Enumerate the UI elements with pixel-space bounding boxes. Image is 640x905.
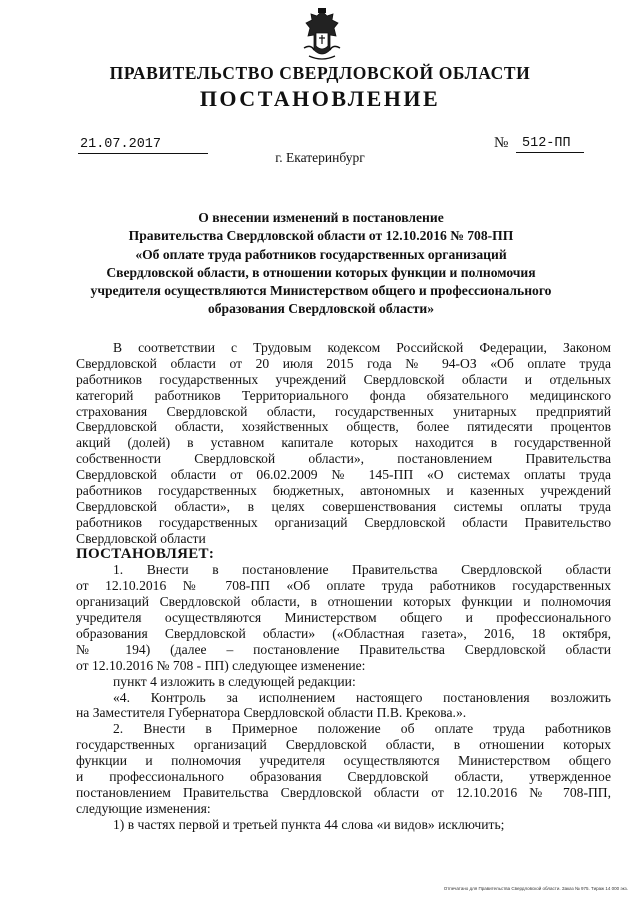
body-line: 1) в частях первой и третьей пункта 44 слова «и видов» исключить; xyxy=(113,816,505,832)
government-name: ПРАВИТЕЛЬСТВО СВЕРДЛОВСКОЙ ОБЛАСТИ xyxy=(109,63,531,83)
body-line: Свердловской области от 06.02.2009 № 145-ПП «О системах оплаты труда xyxy=(76,467,611,483)
body-line: пункт 4 изложить в следующей редакции: xyxy=(113,673,356,689)
body-line: акций (долей) в уставном капитале которых находится в государственной xyxy=(76,435,611,451)
number-sign: № xyxy=(494,135,509,151)
body-line: страхования Свердловской области, государственных унитарных предприятий xyxy=(76,403,611,419)
body-line: 1. Внести в постановление Правительства Свердловской области xyxy=(113,562,611,578)
body-line: работников государственных бюджетных, автономных и казенных учреждений xyxy=(76,483,611,499)
body-line: Свердловской области, хозяйственных обществ, более пятидесяти процентов xyxy=(76,419,611,435)
body-line: функции и полномочия учредителя осуществляются Министерством общего xyxy=(76,753,611,769)
body-line: от 12.10.2016 № 708-ПП «Об оплате труда работников государственных xyxy=(76,578,611,594)
body-line: и профессионального образования Свердловской области, утвержденное xyxy=(76,769,611,785)
body-line: государственных организаций Свердловской области, в отношении которых xyxy=(76,737,611,753)
title-line: Правительства Свердловской области от 12.10.2016 № 708-ПП xyxy=(128,228,514,244)
document-type-heading: ПОСТАНОВЛЕНИЕ xyxy=(199,86,441,111)
document-number: 512-ПП xyxy=(522,136,571,151)
title-line: учредителя осуществляются Министерством общего и профессионального xyxy=(90,283,552,299)
body-line: 2. Внести в Примерное положение об оплате труда работников xyxy=(113,721,611,737)
document-title xyxy=(60,209,582,319)
body-line: работников государственных организаций Свердловской области Правительство xyxy=(76,514,611,530)
body-line: образования Свердловской области» («Областная газета», 2016, 18 октября, xyxy=(76,626,611,642)
body-line: от 12.10.2016 № 708 - ПП) следующее изменение: xyxy=(76,657,366,673)
title-line: О внесении изменений в постановление xyxy=(198,210,444,225)
body-line: постановлением Правительства Свердловской области от 12.10.2016 № 708-ПП, xyxy=(76,784,611,800)
body-line: организаций Свердловской области, в отношении которых функции и полномочия xyxy=(76,594,611,610)
body-line: категорий работников Территориального фонда обязательного медицинского xyxy=(76,387,611,403)
body-line: учредителя осуществляются Министерством общего и профессионального xyxy=(76,610,611,626)
print-footer-note: Отпечатано для Правительства Свердловской области. Заказ № 975. Тираж 14 000 экз. xyxy=(443,886,628,891)
title-line: «Об оплате труда работников государственных организаций xyxy=(135,246,507,262)
coat-of-arms-emblem xyxy=(299,8,345,62)
body-line: «4. Контроль за исполнением настоящего постановления возложить xyxy=(113,689,611,705)
body-line: Свердловской области», в целях совершенствования системы оплаты труда xyxy=(76,498,611,514)
body-line: собственности Свердловской области», постановлением Правительства xyxy=(76,451,611,467)
document-date: 21.07.2017 xyxy=(80,137,162,152)
body-line: следующие изменения: xyxy=(76,800,211,816)
title-line: образования Свердловской области» xyxy=(207,301,435,317)
body-line: № 194) (далее – постановление Правительства Свердловской области xyxy=(76,641,611,657)
document-body xyxy=(76,340,611,833)
city-label: г. Екатеринбург xyxy=(275,150,365,165)
body-line: Свердловской области от 20 июля 2015 года № 94-ОЗ «Об оплате труда xyxy=(76,355,611,371)
title-line: Свердловской области, в отношении которых функции и полномочия xyxy=(106,264,536,280)
body-line: В соответствии с Трудовым кодексом Российской Федерации, Законом xyxy=(113,340,611,355)
resolution-header: ПОСТАНОВЛЯЕТ: xyxy=(76,545,215,562)
body-line: Свердловской области xyxy=(76,530,206,546)
body-line: на Заместителя Губернатора Свердловской области П.В. Крекова.». xyxy=(76,705,467,721)
body-line: работников государственных учреждений Свердловской области и отдельных xyxy=(76,371,611,387)
